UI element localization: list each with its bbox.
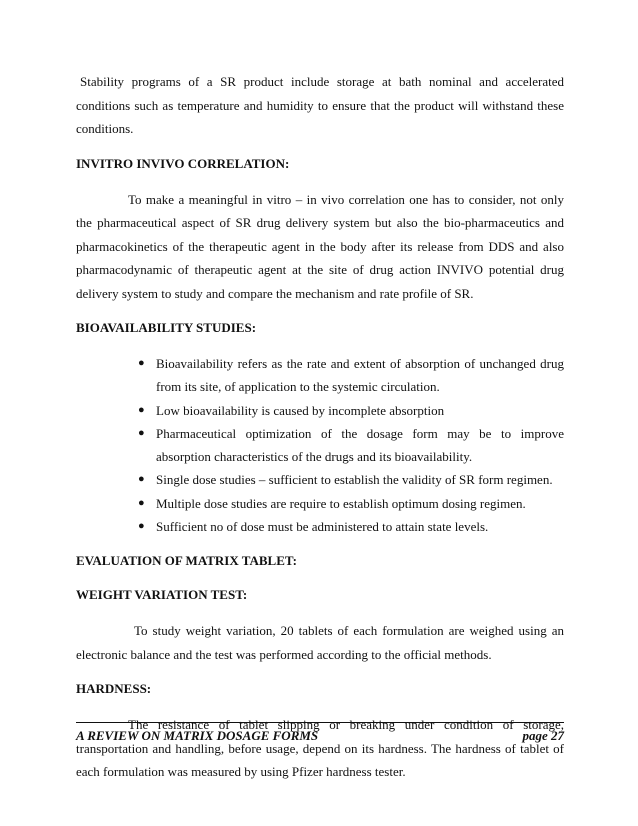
weight-variation-heading: WEIGHT VARIATION TEST: [76,587,248,603]
list-item: ● Sufficient no of dose must be administered to attain state levels. [138,515,564,538]
list-item: ● Low bioavailability is caused by incomplete absorption [138,399,564,422]
document-page [76,70,564,784]
bullet-icon: ● [138,357,145,369]
list-item: ● Single dose studies – sufficient to establish the validity of SR form regimen. [138,468,564,491]
footer-title: A REVIEW ON MATRIX DOSAGE FORMS [76,728,319,743]
list-item: ● Bioavailability refers as the rate and extent of absorption of unchanged drug from its site, of application to the systemic circulation. [138,352,564,399]
bullet-icon: ● [138,520,145,533]
bullet-icon: ● [138,426,145,439]
weight-variation-paragraph: To study weight variation, 20 tablets of each formulation are weighed using an electronic balance and the test was performed according to the official methods. [76,623,564,662]
ivivc-heading: INVITRO INVIVO CORRELATION: [76,155,290,171]
bullet-icon: ● [138,496,145,509]
bullet-icon: ● [138,403,145,416]
hardness-paragraph: The resistance of tablet slipping or breaking under condition of storage, transportation and handling, before usage, depend on its hardness. The hardness of tablet of each formulation was measured by using Pfizer hardness tester. [76,717,564,780]
bullet-icon: ● [138,473,145,486]
bioavailability-list [76,352,564,538]
page-number: page 27 [522,728,564,743]
hardness-heading: HARDNESS: [76,681,152,697]
ivivc-paragraph: To make a meaningful in vitro – in vivo correlation one has to consider, not only the pharmaceutical aspect of SR drug delivery system but also the bio-pharmaceutics and pharmacokinetics of the therapeutic agent in the body after its release from DDS and also pharmacodynamic of therapeutic agent at the site of drug action INVIVO potential drug delivery system to study and compare the mechanism and rate profile of SR. [76,191,564,301]
intro-paragraph: Stability programs of a SR product include storage at bath nominal and accelerated conditions such as temperature and humidity to ensure that the product will withstand these conditions. [76,74,564,136]
page-footer [76,722,564,744]
evaluation-heading: EVALUATION OF MATRIX TABLET: [76,553,297,569]
list-item: ● Multiple dose studies are require to establish optimum dosing regimen. [138,492,564,515]
list-item: ● Pharmaceutical optimization of the dosage form may be to improve absorption characteristics of the drugs and its bioavailability. [138,422,564,469]
bioavailability-heading: BIOAVAILABILITY STUDIES: [76,320,257,335]
